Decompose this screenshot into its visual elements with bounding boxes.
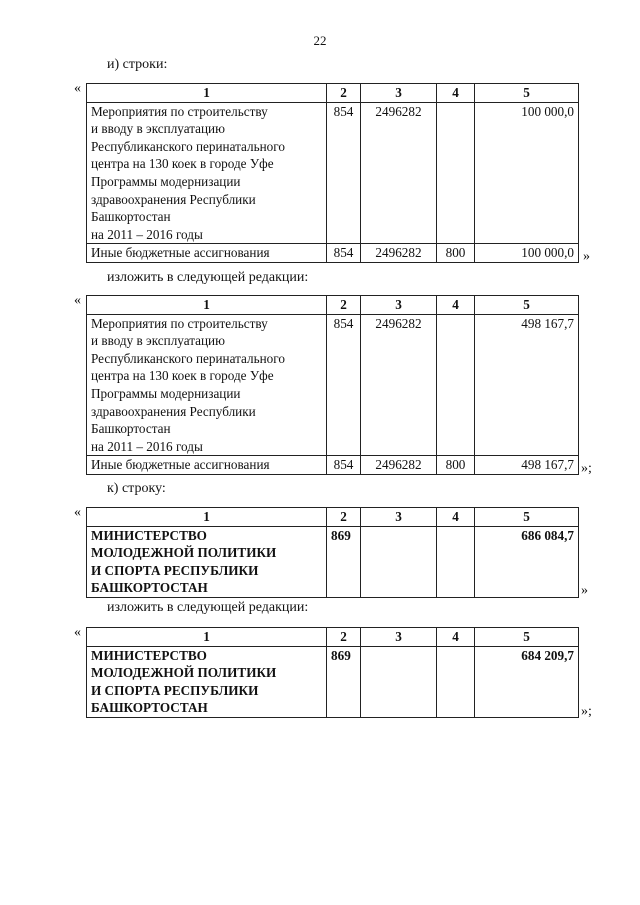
page-number: 22 [313,33,327,48]
header-col-5: 5 [475,84,579,103]
table-row [87,526,579,597]
header-col-5: 5 [475,508,579,527]
close-quote: »; [581,704,592,719]
header-col-1: 1 [87,84,327,103]
row-name: Мероприятия по строительству и вводу в эксплуатацию Республиканского перинатального центра на 130 коек в городе Уфе Программы модернизации здравоохранения Республики Башкортостан на 2011 – 2016 годы [87,314,327,456]
cell-col-3: 2496282 [361,456,437,475]
table-header-row [87,296,579,315]
table-header-row [87,508,579,527]
row-name: Иные бюджетные ассигнования [87,456,327,475]
cell-col-3: 2496282 [361,314,437,456]
table-section-k [86,507,579,598]
cell-col-4: 800 [437,244,475,263]
cell-col-3: 2496282 [361,244,437,263]
open-quote: « [74,625,81,640]
header-col-5: 5 [475,628,579,647]
table-row [87,314,579,456]
section-k-intro: к) строку: [107,481,166,496]
header-col-4: 4 [437,628,475,647]
row-name: Иные бюджетные ассигнования [87,244,327,263]
section-k-new-intro: изложить в следующей редакции: [107,600,309,615]
cell-col-3 [361,646,437,717]
cell-col-4 [437,526,475,597]
row-name: МИНИСТЕРСТВО МОЛОДЕЖНОЙ ПОЛИТИКИ И СПОРТА РЕСПУБЛИКИ БАШКОРТОСТАН [87,646,327,717]
close-quote: » [581,583,588,598]
cell-col-2: 854 [327,314,361,456]
cell-col-3: 2496282 [361,102,437,244]
cell-col-5: 686 084,7 [475,526,579,597]
table-row [87,456,579,475]
open-quote: « [74,81,81,96]
header-col-2: 2 [327,84,361,103]
cell-col-5: 498 167,7 [475,314,579,456]
cell-col-2: 869 [327,646,361,717]
row-name: МИНИСТЕРСТВО МОЛОДЕЖНОЙ ПОЛИТИКИ И СПОРТА РЕСПУБЛИКИ БАШКОРТОСТАН [87,526,327,597]
cell-col-4 [437,646,475,717]
header-col-2: 2 [327,628,361,647]
table-row [87,646,579,717]
header-col-2: 2 [327,296,361,315]
table-section-k-new [86,627,579,718]
open-quote: « [74,293,81,308]
table-row [87,102,579,244]
header-col-3: 3 [361,84,437,103]
cell-col-4 [437,314,475,456]
table-section-i-new [86,295,579,475]
table-section-i [86,83,579,263]
cell-col-5: 684 209,7 [475,646,579,717]
cell-col-5: 100 000,0 [475,102,579,244]
header-col-4: 4 [437,296,475,315]
close-quote: »; [581,461,592,476]
cell-col-5: 498 167,7 [475,456,579,475]
section-i-new-intro: изложить в следующей редакции: [107,270,309,285]
header-col-1: 1 [87,296,327,315]
header-col-3: 3 [361,296,437,315]
header-col-1: 1 [87,508,327,527]
row-name: Мероприятия по строительству и вводу в эксплуатацию Республиканского перинатального центра на 130 коек в городе Уфе Программы модернизации здравоохранения Республики Башкортостан на 2011 – 2016 годы [87,102,327,244]
cell-col-2: 869 [327,526,361,597]
cell-col-4: 800 [437,456,475,475]
header-col-3: 3 [361,628,437,647]
header-col-1: 1 [87,628,327,647]
cell-col-5: 100 000,0 [475,244,579,263]
cell-col-4 [437,102,475,244]
close-quote: » [583,249,590,264]
cell-col-2: 854 [327,244,361,263]
header-col-4: 4 [437,84,475,103]
header-col-5: 5 [475,296,579,315]
section-i-intro: и) строки: [107,57,168,72]
table-row [87,244,579,263]
table-header-row [87,628,579,647]
cell-col-3 [361,526,437,597]
header-col-3: 3 [361,508,437,527]
header-col-2: 2 [327,508,361,527]
table-header-row [87,84,579,103]
open-quote: « [74,505,81,520]
cell-col-2: 854 [327,456,361,475]
header-col-4: 4 [437,508,475,527]
cell-col-2: 854 [327,102,361,244]
